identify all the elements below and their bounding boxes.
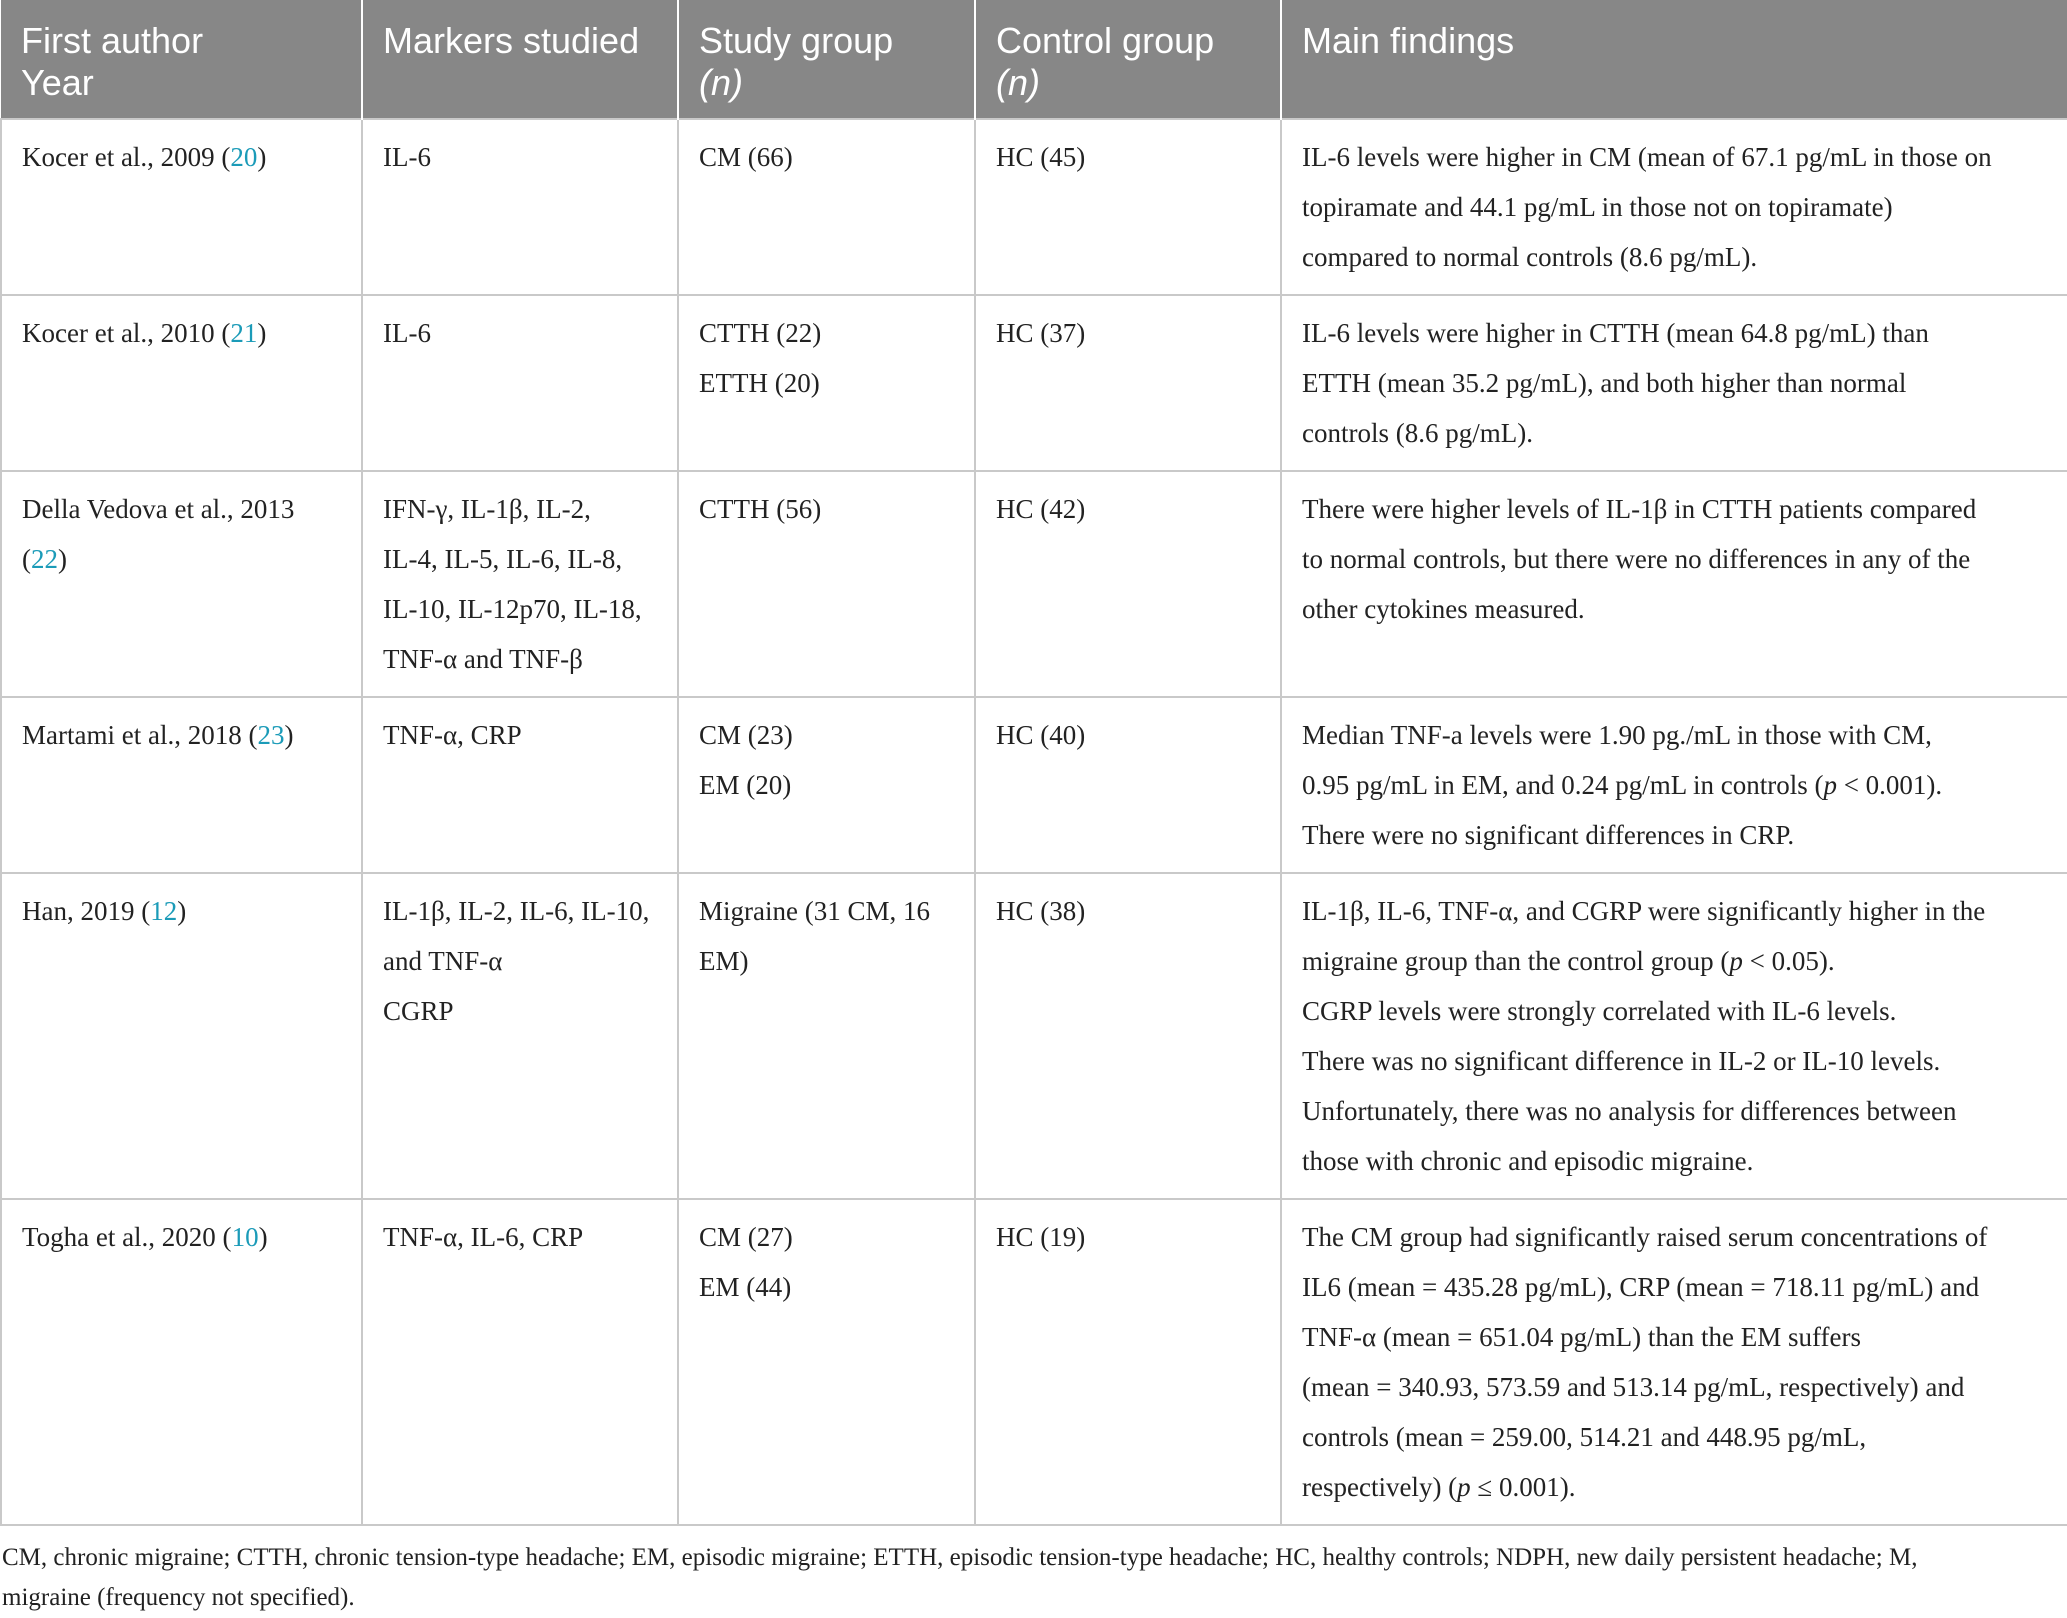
table-row: [1, 1199, 2067, 1525]
cell-author: Kocer et al., 2009 (20): [1, 119, 362, 295]
table-row: [1, 697, 2067, 873]
table-row: [1, 471, 2067, 697]
reference-link[interactable]: 20: [230, 142, 258, 172]
cell-findings: There were higher levels of IL-1β in CTTH patients compared to normal controls, but there were no differences in any of the other cytokines measured.: [1281, 471, 2067, 697]
cell-author: Han, 2019 (12): [1, 873, 362, 1199]
cell-study-group: CTTH (56): [678, 471, 975, 697]
table-row: [1, 295, 2067, 471]
header-main-findings: Main findings: [1281, 0, 2067, 119]
cell-author: Della Vedova et al., 2013 (22): [1, 471, 362, 697]
cell-control-group: HC (37): [975, 295, 1281, 471]
cell-control-group: HC (40): [975, 697, 1281, 873]
cell-control-group: HC (45): [975, 119, 1281, 295]
cell-findings: IL-6 levels were higher in CM (mean of 67.1 pg/mL in those on topiramate and 44.1 pg/mL in those not on topiramate) compared to normal controls (8.6 pg/mL).: [1281, 119, 2067, 295]
cell-study-group: CM (23) EM (20): [678, 697, 975, 873]
cell-findings: The CM group had significantly raised serum concentrations of IL6 (mean = 435.28 pg/mL), CRP (mean = 718.11 pg/mL) and TNF-α (mean = 651.04 pg/mL) than the EM suffers (mean = 340.93, 573.59 and 513.14 pg/mL, respectively) and controls (mean = 259.00, 514.21 and 448.95 pg/mL, respectively) (p ≤ 0.001).: [1281, 1199, 2067, 1525]
cell-study-group: CTTH (22) ETTH (20): [678, 295, 975, 471]
header-markers-studied: Markers studied: [362, 0, 678, 119]
cell-markers: TNF-α, IL-6, CRP: [362, 1199, 678, 1525]
cell-control-group: HC (19): [975, 1199, 1281, 1525]
cell-markers: IL-6: [362, 295, 678, 471]
table-row: [1, 873, 2067, 1199]
reference-link[interactable]: 10: [231, 1222, 259, 1252]
cell-author: Kocer et al., 2010 (21): [1, 295, 362, 471]
cell-control-group: HC (42): [975, 471, 1281, 697]
cell-study-group: Migraine (31 CM, 16 EM): [678, 873, 975, 1199]
cell-markers: IFN-γ, IL-1β, IL-2, IL-4, IL-5, IL-6, IL-8, IL-10, IL-12p70, IL-18, TNF-α and TNF-β: [362, 471, 678, 697]
header-first-author-year: First author Year: [1, 0, 362, 119]
reference-link[interactable]: 23: [257, 720, 285, 750]
table-footnote: CM, chronic migraine; CTTH, chronic tension-type headache; EM, episodic migraine; ETTH, episodic tension-type headache; HC, healthy controls; NDPH, new daily persistent headache; M, migraine (frequency not specified).: [2, 1544, 1918, 1611]
cell-author: Togha et al., 2020 (10): [1, 1199, 362, 1525]
cell-findings: Median TNF-a levels were 1.90 pg./mL in those with CM, 0.95 pg/mL in EM, and 0.24 pg/mL in controls (p < 0.001). There were no significant differences in CRP.: [1281, 697, 2067, 873]
reference-link[interactable]: 12: [150, 896, 178, 926]
reference-link[interactable]: 22: [31, 544, 58, 574]
table-row: [1, 119, 2067, 295]
cell-findings: IL-1β, IL-6, TNF-α, and CGRP were significantly higher in the migraine group than the control group (p < 0.05). CGRP levels were strongly correlated with IL-6 levels. There was no significant difference in IL-2 or IL-10 levels. Unfortunately, there was no analysis for differences between those with chronic and episodic migraine.: [1281, 873, 2067, 1199]
header-row: [1, 0, 2067, 119]
header-control-group: Control group (n): [975, 0, 1281, 119]
cell-findings: IL-6 levels were higher in CTTH (mean 64.8 pg/mL) than ETTH (mean 35.2 pg/mL), and both higher than normal controls (8.6 pg/mL).: [1281, 295, 2067, 471]
cell-markers: IL-6: [362, 119, 678, 295]
cell-markers: TNF-α, CRP: [362, 697, 678, 873]
cell-study-group: CM (66): [678, 119, 975, 295]
cell-study-group: CM (27) EM (44): [678, 1199, 975, 1525]
cell-markers: IL-1β, IL-2, IL-6, IL-10, and TNF-α CGRP: [362, 873, 678, 1199]
cell-control-group: HC (38): [975, 873, 1281, 1199]
header-study-group: Study group (n): [678, 0, 975, 119]
reference-link[interactable]: 21: [230, 318, 258, 348]
cell-author: Martami et al., 2018 (23): [1, 697, 362, 873]
